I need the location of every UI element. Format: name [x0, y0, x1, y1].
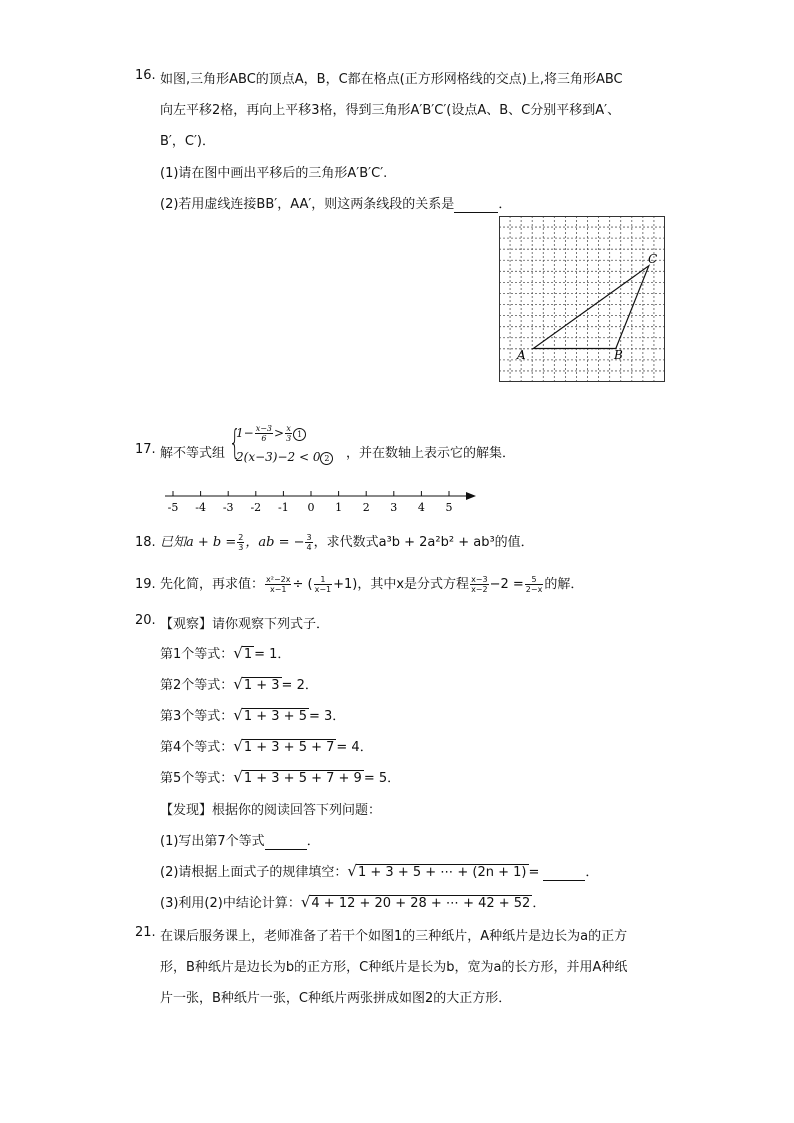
axis-tick-label: 5	[445, 501, 453, 514]
q19-t3: +1)，其中x是分式方程	[333, 577, 470, 592]
axis-tick-label: -5	[167, 501, 179, 514]
q20-eq3-rad: 1 + 3 + 5	[243, 709, 307, 724]
q20-eq2-pre: 第2个等式：	[160, 678, 234, 693]
axis-tick-label: -2	[250, 501, 262, 514]
label-b: B	[614, 348, 623, 362]
q20-number: 20.	[135, 613, 156, 628]
q20-p2-blank[interactable]	[543, 865, 585, 881]
q16-answer-blank[interactable]	[454, 197, 498, 213]
q20-eq4-post: = 4．	[336, 740, 373, 755]
q20-eq-1: 第1个等式：√1 = 1．	[160, 644, 291, 662]
axis-tick-label: 4	[417, 501, 425, 514]
q16-line2: 向左平移2格，再向上平移3格，得到三角形A′B′C′(设点A、B、C分别平移到A′、	[160, 103, 621, 118]
axis-tick-label: 0	[307, 501, 315, 514]
q20-eq2-post: = 2．	[281, 678, 318, 693]
q19-f4-num: 5	[525, 575, 544, 585]
q17-brace: {	[228, 423, 241, 463]
q19-f2-den: x−1	[314, 585, 332, 594]
axis-tick-label: -3	[222, 501, 234, 514]
q19-f1-num: x²−2x	[266, 575, 291, 584]
q19-f2-num: 1	[314, 575, 333, 585]
q16-part2-text: (2)若用虚线连接BB′，AA′，则这两条线段的关系是	[160, 197, 455, 212]
q17-r1-b: >	[274, 426, 285, 440]
q20-eq1-pre: 第1个等式：	[160, 647, 234, 662]
q20-eq3-post: = 3．	[308, 709, 346, 724]
q20-eq1-post: = 1．	[254, 647, 291, 662]
q18-f2-num: 3	[306, 533, 312, 542]
q20-part3: (3)利用(2)中结论计算：√4 + 12 + 20 + 28 + ⋯ + 42 + 52 ．	[160, 893, 546, 911]
q20-p2-eq: =	[528, 865, 540, 880]
q20-eq-3: 第3个等式：√1 + 3 + 5 = 3．	[160, 706, 346, 724]
q17-r2-circle: 2	[320, 452, 333, 465]
q18-t3: ，求代数式a³b + 2a²b² + ab³的值．	[313, 535, 534, 550]
q17-r1-a: 1−	[236, 426, 254, 440]
q20-p3-end: ．	[532, 896, 546, 911]
q19-f3-den: x−2	[471, 585, 488, 594]
q20-p2-text: (2)请根据上面式子的规律填空：	[160, 865, 348, 880]
q18-f1-num: 2	[238, 533, 244, 542]
q20-eq-2: 第2个等式：√1 + 3 = 2．	[160, 675, 318, 693]
q20-part2: (2)请根据上面式子的规律填空：√1 + 3 + 5 + ⋯ + (2n + 1) = ．	[160, 862, 599, 880]
q20-p2-end: ．	[585, 865, 599, 880]
axis-tick-label: -4	[195, 501, 206, 514]
q17-number-line	[160, 486, 480, 516]
q17-intro: 解不等式组	[160, 446, 226, 461]
q16-line3: B′，C′)．	[160, 134, 215, 149]
q16-number: 16.	[135, 68, 156, 83]
q20-eq-4: 第4个等式：√1 + 3 + 5 + 7 = 4．	[160, 737, 373, 755]
q20-eq5-pre: 第5个等式：	[160, 771, 234, 786]
label-c: C	[648, 252, 658, 266]
q20-eq-5: 第5个等式：√1 + 3 + 5 + 7 + 9 = 5．	[160, 768, 401, 786]
q16-part1: (1)请在图中画出平移后的三角形A′B′C′.	[160, 166, 388, 181]
q20-eq3-pre: 第3个等式：	[160, 709, 234, 724]
q18-t1: 已知a + b =	[160, 535, 237, 550]
q17-row1	[236, 424, 306, 443]
label-a: A	[517, 348, 526, 362]
q17-r1-num2: x	[286, 424, 291, 433]
q20-p3-rad: 4 + 12 + 20 + 28 + ⋯ + 42 + 52	[311, 896, 531, 911]
q17-r2-text: 2(x−3)−2 < 0	[236, 450, 321, 464]
q21-number: 21.	[135, 925, 156, 940]
q19-t5: 的解．	[544, 577, 584, 592]
q16-part2-end: ．	[498, 197, 512, 212]
q20-p2-rad: 1 + 3 + 5 + ⋯ + (2n + 1)	[357, 865, 527, 880]
q20-discover: 【发现】根据你的阅读回答下列问题：	[160, 803, 382, 818]
q19-t1: 先化简，再求值：	[160, 577, 265, 592]
q17-number: 17.	[135, 442, 156, 457]
q16-part2	[160, 193, 511, 213]
q16-grid-figure	[499, 216, 665, 382]
q18-t2: ，ab = −	[245, 535, 305, 550]
q20-eq4-pre: 第4个等式：	[160, 740, 234, 755]
axis-tick-label: 2	[362, 501, 370, 514]
q20-part1	[160, 830, 320, 850]
q20-p1-blank[interactable]	[265, 834, 307, 850]
q19-t4: −2 =	[489, 577, 524, 592]
q17-r1-num: x−3	[255, 424, 273, 433]
q20-p3-text: (3)利用(2)中结论计算：	[160, 896, 301, 911]
q19-number: 19.	[135, 577, 156, 592]
q20-p1-text: (1)写出第7个等式	[160, 834, 265, 849]
q19-body	[160, 573, 583, 594]
q17-r1-den: 6	[261, 434, 267, 443]
q21-line3: 片一张，B种纸片一张，C种纸片两张拼成如图2的大正方形．	[160, 991, 512, 1006]
q19-f4-den: 2−x	[525, 585, 543, 594]
axis-tick-label: 3	[390, 501, 398, 514]
q20-p1-end: ．	[306, 834, 320, 849]
q17-r1-circle: 1	[293, 428, 306, 441]
q18-f2-den: 4	[306, 543, 312, 552]
q20-eq5-rad: 1 + 3 + 5 + 7 + 9	[243, 771, 362, 786]
q19-f1-den: x−1	[269, 585, 287, 594]
q17-tail: ，并在数轴上表示它的解集．	[346, 446, 516, 461]
q17-r1-den2: 3	[286, 434, 292, 443]
q20-eq5-post: = 5．	[363, 771, 401, 786]
q17-row2	[236, 450, 333, 465]
q20-eq4-rad: 1 + 3 + 5 + 7	[243, 740, 335, 755]
q20-eq2-rad: 1 + 3	[243, 678, 280, 693]
axis-tick-label: 1	[335, 501, 343, 514]
q21-line2: 形，B种纸片是边长为b的正方形，C种纸片是长为b，宽为a的长方形，并用A种纸	[160, 960, 628, 975]
q21-line1: 在课后服务课上，老师准备了若干个如图1的三种纸片，A种纸片是边长为a的正方	[160, 929, 628, 944]
q18-body	[160, 531, 534, 552]
q19-f3-num: x−3	[471, 575, 488, 584]
q18-f1-den: 3	[238, 543, 244, 552]
axis-tick-label: -1	[278, 501, 289, 514]
axis-arrow-icon	[466, 492, 476, 500]
q20-observe: 【观察】请你观察下列式子．	[160, 617, 330, 632]
q18-number: 18.	[135, 535, 156, 550]
q20-eq1-rad: 1	[243, 647, 253, 662]
q16-line1: 如图,三角形ABC的顶点A，B，C都在格点(正方形网格线的交点)上,将三角形ABC	[160, 72, 623, 87]
q19-t2: ÷ (	[292, 577, 313, 592]
